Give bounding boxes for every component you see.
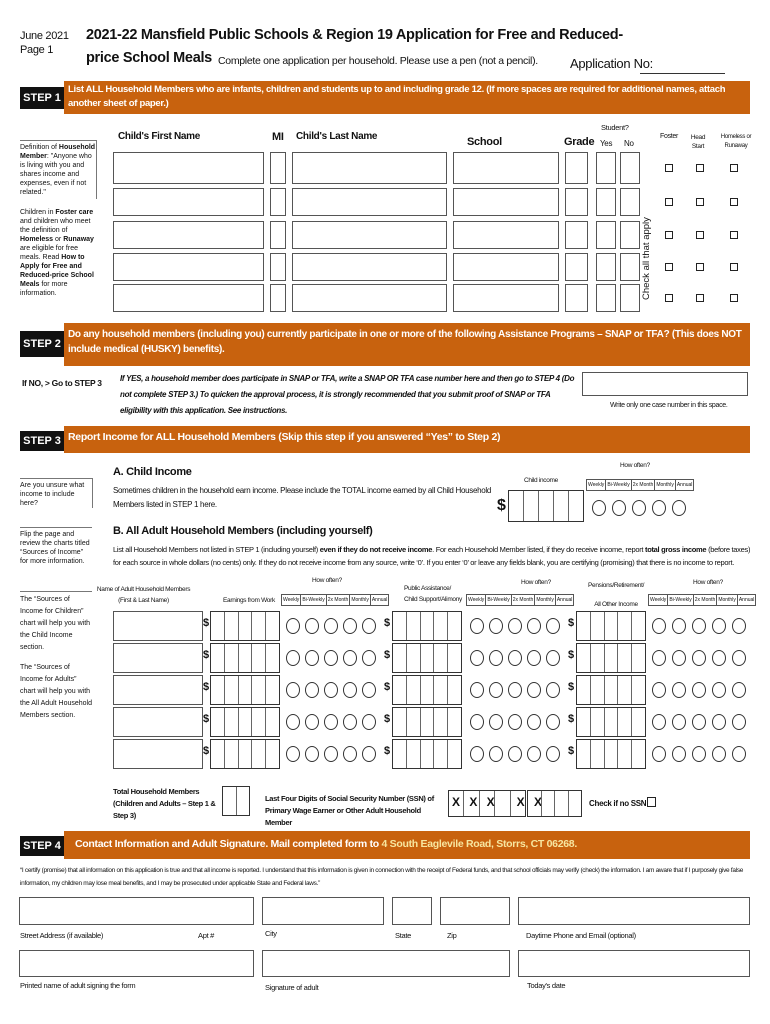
step3-sidebar-unsure: Are you unsure what income to include here? bbox=[20, 478, 93, 508]
earnings-amount-field[interactable] bbox=[210, 707, 280, 737]
child-last-name-field[interactable] bbox=[292, 284, 447, 312]
public-frequency-radio[interactable] bbox=[489, 746, 503, 762]
earnings-frequency-radio[interactable] bbox=[324, 618, 338, 634]
pension-frequency-radio[interactable] bbox=[712, 618, 726, 634]
public-frequency-radio[interactable] bbox=[508, 650, 522, 666]
frequency-option-label: Monthly bbox=[536, 597, 554, 603]
homeless-runaway-checkbox[interactable] bbox=[730, 198, 738, 206]
pension-how-often: How often? bbox=[693, 579, 723, 586]
child-school-field[interactable] bbox=[453, 221, 559, 249]
application-number-label: Application No: bbox=[570, 56, 653, 71]
pension-frequency-radio[interactable] bbox=[672, 714, 686, 730]
pension-dollar-sign: $ bbox=[568, 649, 575, 661]
step4-bar-text: Contact Information and Adult Signature. Mail completed form to 4 South Eaglevile Road, Storrs, CT 06268. bbox=[75, 838, 577, 850]
step1-bar-text: List ALL Household Members who are infants, children and students up to and including grade 12. (If more spaces are required for additional names, attach another sheet of paper.) bbox=[68, 84, 726, 109]
step3-bar-text: Report Income for ALL Household Members (Skip this step if you answered “Yes” to Step 2) bbox=[68, 431, 501, 443]
earnings-frequency-radio[interactable] bbox=[343, 618, 357, 634]
frequency-option-label: Annual bbox=[556, 597, 573, 603]
apt-field[interactable] bbox=[262, 897, 384, 925]
earnings-frequency-radio[interactable] bbox=[305, 650, 319, 666]
adult-name-field[interactable] bbox=[113, 675, 203, 705]
public-frequency-radio[interactable] bbox=[470, 618, 484, 634]
child-grade-field[interactable] bbox=[565, 188, 588, 216]
pension-frequency-radio[interactable] bbox=[692, 714, 706, 730]
public-assistance-amount-field[interactable] bbox=[392, 707, 462, 737]
child-grade-field[interactable] bbox=[565, 152, 588, 184]
phone-email-field[interactable] bbox=[518, 897, 750, 925]
earnings-how-often: How often? bbox=[312, 577, 342, 584]
head-start-checkbox[interactable] bbox=[696, 294, 704, 302]
zip-label: Zip bbox=[447, 931, 457, 940]
col-student: Student? bbox=[601, 123, 629, 132]
public-frequency-radio[interactable] bbox=[489, 714, 503, 730]
printed-name-label: Printed name of adult signing the form bbox=[20, 981, 136, 990]
public-frequency-radio[interactable] bbox=[508, 682, 522, 698]
child-school-field[interactable] bbox=[453, 188, 559, 216]
step3-sidebar-flip: Flip the page and review the charts titled “Sources of Income” for more information. bbox=[20, 527, 92, 566]
child-frequency-radio[interactable] bbox=[632, 500, 646, 516]
pension-frequency-radio[interactable] bbox=[712, 650, 726, 666]
check-all-that-apply: Check all that apply bbox=[641, 217, 652, 300]
child-mi-field[interactable] bbox=[270, 253, 286, 281]
pension-frequency-radio[interactable] bbox=[652, 618, 666, 634]
todays-date-field[interactable] bbox=[518, 950, 750, 977]
frequency-option-label: Annual bbox=[371, 597, 388, 603]
child-first-name-field[interactable] bbox=[113, 284, 264, 312]
earnings-frequency-radio[interactable] bbox=[286, 746, 300, 762]
child-first-name-field[interactable] bbox=[113, 152, 264, 184]
earnings-dollar-sign: $ bbox=[203, 713, 210, 725]
pension-amount-field[interactable] bbox=[576, 611, 646, 641]
pension-frequency-radio[interactable] bbox=[652, 746, 666, 762]
foster-homeless-note: Children in Foster care and children who meet the definition of Homeless or Runaway are eligible for free meals. Read How to Apply for Free and Reduced-price School Meals for more information. bbox=[20, 209, 94, 297]
city-field[interactable] bbox=[392, 897, 432, 925]
public-frequency-radio[interactable] bbox=[489, 650, 503, 666]
child-income-label: Child income bbox=[524, 477, 558, 484]
public-frequency-radio[interactable] bbox=[527, 746, 541, 762]
form-date: June 2021 bbox=[20, 30, 69, 42]
head-start-checkbox[interactable] bbox=[696, 263, 704, 271]
pension-frequency-radio[interactable] bbox=[732, 650, 746, 666]
child-school-field[interactable] bbox=[453, 284, 559, 312]
pension-frequency-radio[interactable] bbox=[672, 618, 686, 634]
public-frequency-radio[interactable] bbox=[470, 746, 484, 762]
step1-label: STEP 1 bbox=[20, 87, 64, 109]
col-foster: Foster bbox=[660, 133, 679, 140]
earnings-amount-field[interactable] bbox=[210, 643, 280, 673]
frequency-option-label: Monthly bbox=[718, 597, 736, 603]
earnings-frequency-radio[interactable] bbox=[362, 682, 376, 698]
child-mi-field[interactable] bbox=[270, 221, 286, 249]
earnings-frequency-radio[interactable] bbox=[362, 650, 376, 666]
application-number-field[interactable] bbox=[640, 73, 725, 74]
pension-frequency-radio[interactable] bbox=[692, 682, 706, 698]
earnings-frequency-radio[interactable] bbox=[286, 650, 300, 666]
public-dollar-sign: $ bbox=[384, 617, 391, 629]
public-assistance-amount-field[interactable] bbox=[392, 611, 462, 641]
adult-name-field[interactable] bbox=[113, 739, 203, 769]
state-field[interactable] bbox=[440, 897, 510, 925]
child-mi-field[interactable] bbox=[270, 188, 286, 216]
pension-dollar-sign: $ bbox=[568, 681, 575, 693]
public-frequency-radio[interactable] bbox=[508, 746, 522, 762]
earnings-frequency-radio[interactable] bbox=[324, 714, 338, 730]
public-frequency-radio[interactable] bbox=[546, 714, 560, 730]
adult-income-text: List all Household Members not listed in STEP 1 (including yourself) even if they do not receive income. For each Household Member listed, if they do receive income, report total gross income (before taxes) for each source in whole dollars (no cents) only. If they do not receive income from any source, write ‘0’. If you enter ‘0’ or leave any fields blank, you are certifying (promising) that there is no income to report. bbox=[113, 545, 751, 567]
case-number-note: Write only one case number in this space. bbox=[610, 402, 728, 409]
page-number: Page 1 bbox=[20, 44, 54, 56]
earnings-frequency-radio[interactable] bbox=[324, 682, 338, 698]
pension-frequency-header bbox=[648, 594, 756, 606]
pension-frequency-radio[interactable] bbox=[692, 746, 706, 762]
public-frequency-radio[interactable] bbox=[527, 650, 541, 666]
earnings-frequency-radio[interactable] bbox=[362, 618, 376, 634]
step3-label: STEP 3 bbox=[20, 431, 64, 451]
ssn-masked-x: X X X X X bbox=[452, 795, 546, 809]
pension-frequency-radio[interactable] bbox=[712, 682, 726, 698]
col-homeless-runaway: Homeless or Runaway bbox=[720, 134, 752, 149]
col-public-assistance: Public Assistance/ Child Support/Alimony bbox=[404, 585, 463, 603]
student-no-checkbox[interactable] bbox=[620, 152, 640, 184]
earnings-frequency-header bbox=[281, 594, 389, 606]
student-yes-checkbox[interactable] bbox=[596, 284, 616, 312]
head-start-checkbox[interactable] bbox=[696, 198, 704, 206]
earnings-frequency-radio[interactable] bbox=[305, 618, 319, 634]
earnings-frequency-radio[interactable] bbox=[343, 714, 357, 730]
earnings-frequency-radio[interactable] bbox=[343, 682, 357, 698]
printed-name-field[interactable] bbox=[19, 950, 254, 977]
public-dollar-sign: $ bbox=[384, 649, 391, 661]
col-pensions: Pensions/Retirement/ All Other Income bbox=[588, 582, 645, 608]
col-grade: Grade bbox=[564, 136, 595, 148]
public-assistance-amount-field[interactable] bbox=[392, 643, 462, 673]
adult-name-field[interactable] bbox=[113, 611, 203, 641]
public-frequency-radio[interactable] bbox=[527, 714, 541, 730]
child-school-field[interactable] bbox=[453, 253, 559, 281]
child-grade-field[interactable] bbox=[565, 221, 588, 249]
frequency-option-label: Annual bbox=[738, 597, 755, 603]
earnings-frequency-radio[interactable] bbox=[362, 714, 376, 730]
step3-sidebar-adults: The “Sources of Income for Adults” chart will help you with the All Adult Household Members section. bbox=[20, 664, 92, 719]
public-frequency-radio[interactable] bbox=[489, 618, 503, 634]
child-frequency-radio[interactable] bbox=[592, 500, 606, 516]
pension-amount-field[interactable] bbox=[576, 675, 646, 705]
student-yes-checkbox[interactable] bbox=[596, 152, 616, 184]
step2-bar-text: Do any household members (including you) currently participate in one or more of the following Assistance Programs – SNAP or TFA? (This does NOT include medical (HUSKY) benefits). bbox=[68, 329, 742, 355]
student-yes-checkbox[interactable] bbox=[596, 221, 616, 249]
frequency-option-label: Weekly bbox=[588, 482, 605, 488]
col-first-name: Child's First Name bbox=[118, 131, 200, 142]
foster-checkbox[interactable] bbox=[665, 294, 673, 302]
head-start-checkbox[interactable] bbox=[696, 164, 704, 172]
no-ssn-label: Check if no SSN bbox=[589, 799, 647, 808]
phone-email-label: Daytime Phone and Email (optional) bbox=[526, 931, 636, 940]
pension-dollar-sign: $ bbox=[568, 617, 575, 629]
pension-frequency-radio[interactable] bbox=[672, 650, 686, 666]
homeless-runaway-checkbox[interactable] bbox=[730, 164, 738, 172]
foster-checkbox[interactable] bbox=[665, 198, 673, 206]
adult-name-field[interactable] bbox=[113, 707, 203, 737]
signature-label: Signature of adult bbox=[265, 983, 319, 992]
foster-checkbox[interactable] bbox=[665, 231, 673, 239]
student-no-checkbox[interactable] bbox=[620, 284, 640, 312]
pension-amount-field[interactable] bbox=[576, 707, 646, 737]
child-income-field[interactable] bbox=[508, 490, 584, 522]
certification-text: “I certify (promise) that all information on this application is true and that all income is reported. I understand that this information is given in connection with the receipt of Federal funds, and that school officials may verify (check) the information. I am aware that if I purposely give false information, my children may lose meal benefits, and I may be prosecuted under applicable State and Federal laws.” bbox=[20, 867, 744, 887]
public-assistance-amount-field[interactable] bbox=[392, 739, 462, 769]
frequency-option-label: 2x Month bbox=[632, 482, 654, 488]
step2-label: STEP 2 bbox=[20, 331, 64, 357]
earnings-frequency-radio[interactable] bbox=[286, 682, 300, 698]
earnings-dollar-sign: $ bbox=[203, 681, 210, 693]
col-school: School bbox=[467, 136, 502, 148]
ssn-label: Last Four Digits of Social Security Number (SSN) of Primary Wage Earner or Other Adult Household Member bbox=[265, 794, 434, 827]
public-frequency-radio[interactable] bbox=[489, 682, 503, 698]
frequency-option-label: Bi-Weekly bbox=[669, 597, 692, 603]
public-dollar-sign: $ bbox=[384, 713, 391, 725]
apt-label: Apt # bbox=[198, 931, 215, 940]
child-frequency-radio[interactable] bbox=[672, 500, 686, 516]
earnings-frequency-radio[interactable] bbox=[305, 746, 319, 762]
form-title: 2021-22 Mansfield Public Schools & Region 19 Application for Free and Reduced- bbox=[86, 27, 623, 43]
frequency-option-label: 2x Month bbox=[512, 597, 534, 603]
frequency-option-label: Weekly bbox=[468, 597, 485, 603]
pension-frequency-radio[interactable] bbox=[692, 650, 706, 666]
student-no-checkbox[interactable] bbox=[620, 253, 640, 281]
col-mi: MI bbox=[272, 131, 284, 143]
public-dollar-sign: $ bbox=[384, 745, 391, 757]
pension-dollar-sign: $ bbox=[568, 713, 575, 725]
child-last-name-field[interactable] bbox=[292, 188, 447, 216]
child-frequency-radio[interactable] bbox=[612, 500, 626, 516]
step2-if-no: If NO, > Go to STEP 3 bbox=[22, 378, 102, 388]
student-yes-checkbox[interactable] bbox=[596, 188, 616, 216]
public-frequency-radio[interactable] bbox=[546, 618, 560, 634]
street-address-field[interactable] bbox=[19, 897, 254, 925]
col-earnings: Earnings from Work bbox=[223, 597, 275, 604]
frequency-option-label: Annual bbox=[676, 482, 693, 488]
child-income-text: Sometimes children in the household earn income. Please include the TOTAL income earned by all Child Household Members listed in STEP 1 here. bbox=[113, 486, 492, 509]
public-frequency-radio[interactable] bbox=[470, 650, 484, 666]
child-mi-field[interactable] bbox=[270, 284, 286, 312]
total-members-label: Total Household Members (Children and Adults – Step 1 & Step 3) bbox=[113, 787, 216, 820]
child-grade-field[interactable] bbox=[565, 284, 588, 312]
pension-frequency-radio[interactable] bbox=[712, 714, 726, 730]
earnings-frequency-radio[interactable] bbox=[324, 650, 338, 666]
public-frequency-radio[interactable] bbox=[527, 682, 541, 698]
frequency-option-label: 2x Month bbox=[694, 597, 716, 603]
homeless-runaway-checkbox[interactable] bbox=[730, 231, 738, 239]
frequency-option-label: Bi-Weekly bbox=[302, 597, 325, 603]
student-no-checkbox[interactable] bbox=[620, 221, 640, 249]
pension-frequency-radio[interactable] bbox=[652, 714, 666, 730]
child-school-field[interactable] bbox=[453, 152, 559, 184]
child-grade-field[interactable] bbox=[565, 253, 588, 281]
child-last-name-field[interactable] bbox=[292, 152, 447, 184]
public-frequency-radio[interactable] bbox=[470, 682, 484, 698]
earnings-amount-field[interactable] bbox=[210, 675, 280, 705]
public-assistance-amount-field[interactable] bbox=[392, 675, 462, 705]
total-members-field[interactable] bbox=[222, 786, 250, 816]
adult-income-title: B. All Adult Household Members (including yourself) bbox=[113, 525, 373, 537]
no-ssn-checkbox[interactable] bbox=[647, 797, 656, 807]
pension-frequency-radio[interactable] bbox=[732, 682, 746, 698]
ssn-last-four-field[interactable] bbox=[527, 790, 582, 817]
street-address-label: Street Address (if available) bbox=[20, 931, 104, 940]
student-yes-checkbox[interactable] bbox=[596, 253, 616, 281]
earnings-amount-field[interactable] bbox=[210, 611, 280, 641]
col-adult-name: Name of Adult Household Members (First & Last Name) bbox=[96, 586, 191, 604]
public-frequency-radio[interactable] bbox=[470, 714, 484, 730]
public-frequency-radio[interactable] bbox=[546, 650, 560, 666]
pension-frequency-radio[interactable] bbox=[652, 682, 666, 698]
pension-amount-field[interactable] bbox=[576, 643, 646, 673]
col-last-name: Child's Last Name bbox=[296, 131, 378, 142]
public-how-often: How often? bbox=[521, 579, 551, 586]
adult-name-field[interactable] bbox=[113, 643, 203, 673]
public-frequency-radio[interactable] bbox=[527, 618, 541, 634]
pension-frequency-radio[interactable] bbox=[732, 618, 746, 634]
child-first-name-field[interactable] bbox=[113, 221, 264, 249]
pension-frequency-radio[interactable] bbox=[732, 746, 746, 762]
earnings-frequency-radio[interactable] bbox=[362, 746, 376, 762]
public-frequency-radio[interactable] bbox=[546, 682, 560, 698]
child-income-title: A. Child Income bbox=[113, 466, 192, 478]
city-label: City bbox=[265, 929, 277, 938]
form-instruction: Complete one application per household. Please use a pen (not a pencil). bbox=[218, 55, 538, 67]
child-last-name-field[interactable] bbox=[292, 221, 447, 249]
child-how-often: How often? bbox=[620, 462, 650, 469]
earnings-dollar-sign: $ bbox=[203, 649, 210, 661]
head-start-checkbox[interactable] bbox=[696, 231, 704, 239]
pension-frequency-radio[interactable] bbox=[652, 650, 666, 666]
child-income-dollar: $ bbox=[497, 497, 506, 514]
student-no-checkbox[interactable] bbox=[620, 188, 640, 216]
child-first-name-field[interactable] bbox=[113, 188, 264, 216]
earnings-dollar-sign: $ bbox=[203, 745, 210, 757]
earnings-frequency-radio[interactable] bbox=[305, 682, 319, 698]
foster-checkbox[interactable] bbox=[665, 263, 673, 271]
step4-label: STEP 4 bbox=[20, 836, 64, 856]
pension-frequency-radio[interactable] bbox=[732, 714, 746, 730]
child-last-name-field[interactable] bbox=[292, 253, 447, 281]
child-first-name-field[interactable] bbox=[113, 253, 264, 281]
public-dollar-sign: $ bbox=[384, 681, 391, 693]
step2-if-yes: If YES, a household member does participate in SNAP or TFA, write a SNAP OR TFA case number here and then go to STEP 4 (Do not complete STEP 3.) To quicken the approval process, it is strongly recommended that you submit proof of SNAP or TFA eligibility with this application. See instructions. bbox=[120, 374, 575, 415]
case-number-field[interactable] bbox=[582, 372, 748, 396]
earnings-frequency-radio[interactable] bbox=[305, 714, 319, 730]
step3-sidebar-children: The “Sources of Income for Children” chart will help you with the Child Income section. bbox=[20, 591, 92, 654]
col-student-yes: Yes bbox=[600, 139, 613, 148]
child-frequency-radio[interactable] bbox=[652, 500, 666, 516]
earnings-frequency-radio[interactable] bbox=[343, 650, 357, 666]
col-student-no: No bbox=[624, 139, 634, 148]
frequency-option-label: Weekly bbox=[650, 597, 667, 603]
child-mi-field[interactable] bbox=[270, 152, 286, 184]
frequency-option-label: Weekly bbox=[283, 597, 300, 603]
earnings-frequency-radio[interactable] bbox=[343, 746, 357, 762]
earnings-amount-field[interactable] bbox=[210, 739, 280, 769]
form-title-line2: price School Meals bbox=[86, 50, 212, 66]
frequency-option-label: 2x Month bbox=[327, 597, 349, 603]
earnings-frequency-radio[interactable] bbox=[286, 714, 300, 730]
earnings-dollar-sign: $ bbox=[203, 617, 210, 629]
homeless-runaway-checkbox[interactable] bbox=[730, 294, 738, 302]
public-frequency-radio[interactable] bbox=[508, 714, 522, 730]
frequency-option-label: Bi-Weekly bbox=[487, 597, 510, 603]
household-member-definition: Definition of Household Member: "Anyone who is living with you and shares income and expenses, even if not related." bbox=[20, 140, 97, 199]
col-head-start: Head Start bbox=[690, 134, 706, 150]
pension-dollar-sign: $ bbox=[568, 745, 575, 757]
public-frequency-header bbox=[466, 594, 574, 606]
earnings-frequency-radio[interactable] bbox=[286, 618, 300, 634]
signature-field[interactable] bbox=[262, 950, 510, 977]
pension-frequency-radio[interactable] bbox=[712, 746, 726, 762]
public-frequency-radio[interactable] bbox=[546, 746, 560, 762]
frequency-option-label: Monthly bbox=[656, 482, 674, 488]
pension-frequency-radio[interactable] bbox=[672, 682, 686, 698]
pension-amount-field[interactable] bbox=[576, 739, 646, 769]
pension-frequency-radio[interactable] bbox=[672, 746, 686, 762]
earnings-frequency-radio[interactable] bbox=[324, 746, 338, 762]
frequency-option-label: Monthly bbox=[351, 597, 369, 603]
frequency-option-label: Bi-Weekly bbox=[607, 482, 630, 488]
pension-frequency-radio[interactable] bbox=[692, 618, 706, 634]
child-frequency-header bbox=[586, 479, 694, 491]
todays-date-label: Today's date bbox=[527, 981, 566, 990]
public-frequency-radio[interactable] bbox=[508, 618, 522, 634]
state-label: State bbox=[395, 931, 412, 940]
homeless-runaway-checkbox[interactable] bbox=[730, 263, 738, 271]
foster-checkbox[interactable] bbox=[665, 164, 673, 172]
